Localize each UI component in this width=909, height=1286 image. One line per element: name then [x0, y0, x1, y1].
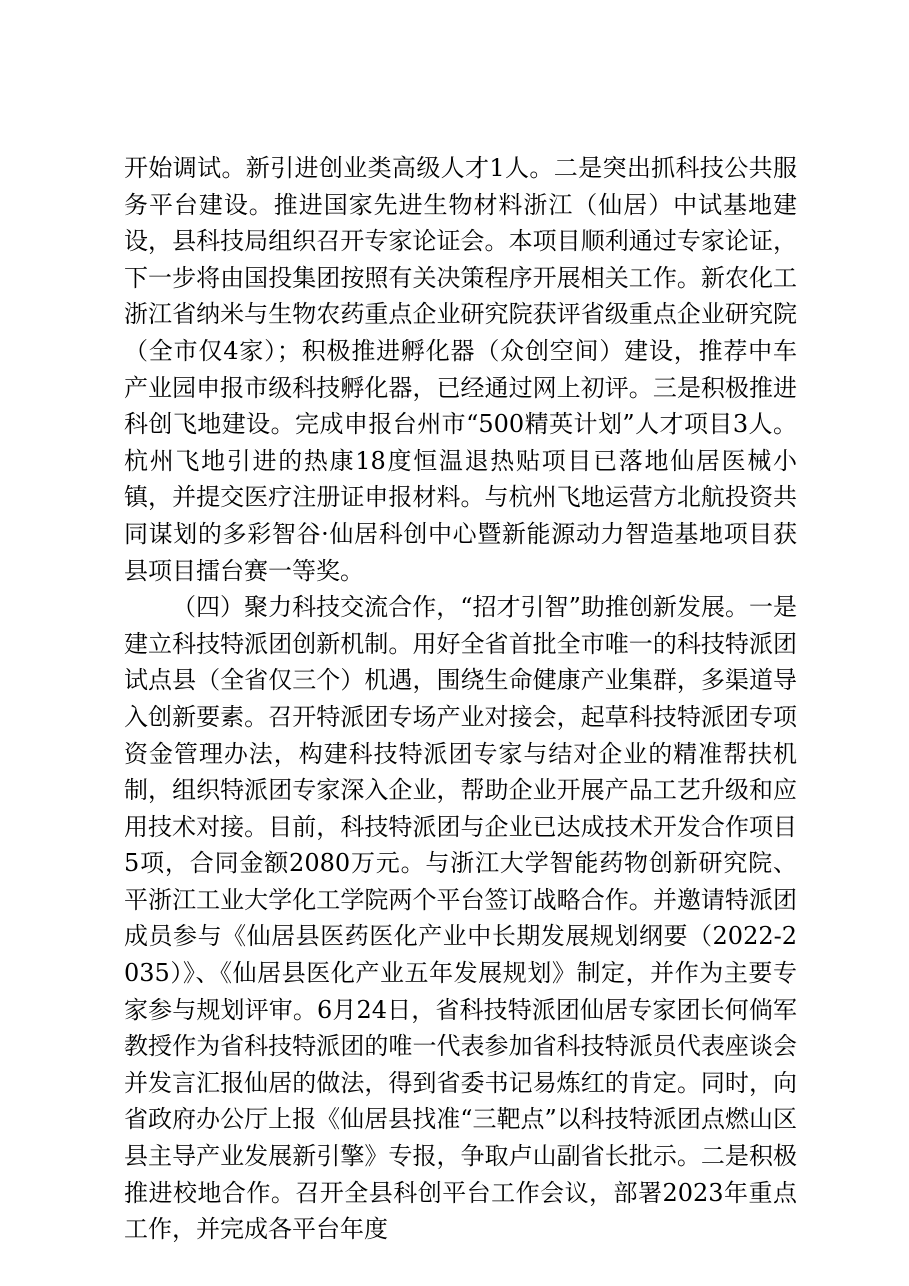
- paragraph-section-four: （四）聚力科技交流合作，“招才引智”助推创新发展。一是建立科技特派团创新机制。用好全省首批全市唯一的科技特派团试点县（全省仅三个）机遇，围绕生命健康产业集群，多渠道导入创新要素。召开特派团专场产业对接会，起草科技特派团专项资金管理办法，构建科技特派团专家与结对企业的精准帮扶机制，组织特派团专家深入企业，帮助企业开展产品工艺升级和应用技术对接。目前，科技特派团与企业已达成技术开发合作项目5项，合同金额2080万元。与浙江大学智能药物创新研究院、平浙江工业大学化工学院两个平台签订战略合作。并邀请特派团成员参与《仙居县医药医化产业中长期发展规划纲要（2022-2035）》、《仙居县医化产业五年发展规划》制定，并作为主要专家参与规划评审。6月24日，省科技特派团仙居专家团长何倘军教授作为省科技特派团的唯一代表参加省科技特派员代表座谈会并发言汇报仙居的做法，得到省委书记易炼红的肯定。同时，向省政府办公厅上报《仙居县找准“三靶点”以科技特派团点燃山区县主导产业发展新引擎》专报，争取卢山副省长批示。二是积极推进校地合作。召开全县科创平台工作会议，部署2023年重点工作，并完成各平台年度: [124, 593, 797, 1244]
- document-page: [124, 150, 797, 1248]
- paragraph-continuation: 开始调试。新引进创业类高级人才1人。二是突出抓科技公共服务平台建设。推进国家先进生物材料浙江（仙居）中试基地建设，县科技局组织召开专家论证会。本项目顺利通过专家论证，下一步将由国投集团按照有关决策程序开展相关工作。新农化工浙江省纳米与生物农药重点企业研究院获评省级重点企业研究院（全市仅4家）；积极推进孵化器（众创空间）建设，推荐中车产业园申报市级科技孵化器，已经通过网上初评。三是积极推进科创飞地建设。完成申报台州市“500精英计划”人才项目3人。杭州飞地引进的热康18度恒温退热贴项目已落地仙居医械小镇，并提交医疗注册证申报材料。与杭州飞地运营方北航投资共同谋划的多彩智谷·仙居科创中心暨新能源动力智造基地项目获县项目擂台赛一等奖。: [124, 154, 797, 585]
